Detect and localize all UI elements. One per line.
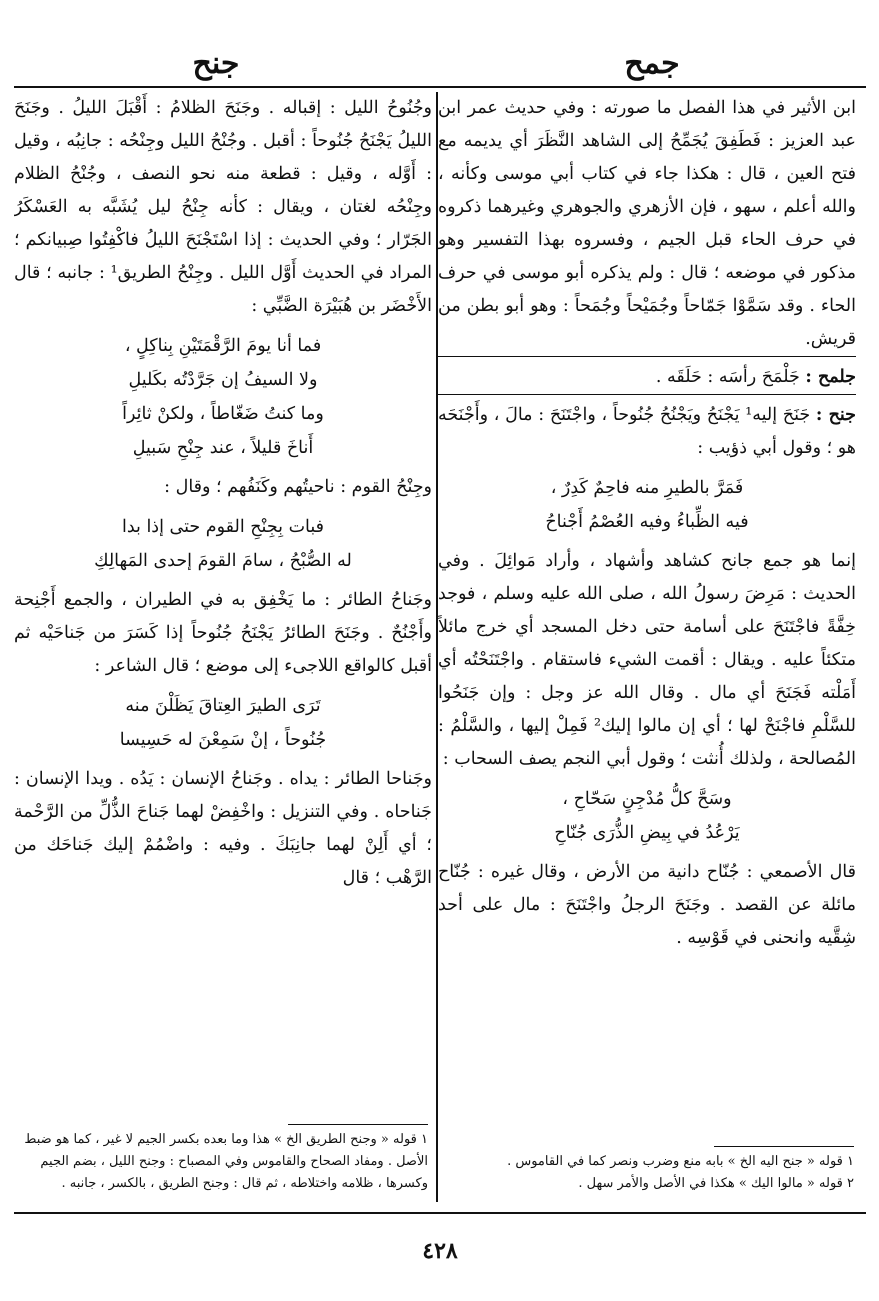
left-headword: جنح xyxy=(192,46,240,81)
verse-line: وسَحَّ كلُّ مُدْجِنٍ سَحّاحِ ، xyxy=(562,789,732,809)
verse-line: فبات بِجِنْحِ القوم حتى إذا بدا xyxy=(121,517,325,537)
verse xyxy=(14,510,432,578)
paragraph: وجَناحُ الطائر : ما يَخْفِق به في الطيران ، والجمع أَجْنِحة وأَجْنُحٌ . وجَنَحَ الطائرُ يَجْنَحُ جُنُوحاً إذا كَسَرَ من جَناحَيْه ثم أقبل كالواقع اللاجىء إلى موضع ؛ قال الشاعر : xyxy=(14,590,432,676)
verse-line: جُنُوحاً ، إنْ سَمِعْنَ له حَسِيسا xyxy=(119,730,327,750)
entry-jalmah xyxy=(438,356,856,394)
paragraph: قال الأصمعي : جُنّاح دانية من الأرض ، وقال غيره : جُنّاح مائلة عن القصد . وجَنَحَ الرجلُ واجْتَنَحَ : مال على أحد شِقَّيه وانحنى في قَوْسِه . xyxy=(438,862,856,948)
verse-line: فَمَرَّ بالطيرِ منه فاحِمٌ كَدِرٌ ، xyxy=(550,478,744,498)
right-column xyxy=(438,92,856,1182)
paragraph: وجَناحا الطائر : يداه . وجَناحُ الإنسان : يَدُه . ويدا الإنسان : جَناحاه . وفي التنزيل : واخْفِضْ لهما جَناحَ الذُّلِّ من الرَّحْمة ؛ أي أَلِنْ لهما جانِبَكَ . وفيه : واضْمُمْ إليك جَناحَك من الرَّهْب ؛ قال xyxy=(14,769,432,888)
header-rule xyxy=(14,86,866,88)
verse-line: فيه الظِّباءُ وفيه العُصْمُ أَجْناحُ xyxy=(545,512,749,532)
left-footnotes xyxy=(18,1124,428,1195)
footnote: ١ قوله « جنح اليه الخ » بابه منع وضرب ونصر كما في القاموس . xyxy=(507,1154,854,1169)
paragraph: وجِنْحُ القوم : ناحيتُهم وكَنَفُهم ؛ وقال : xyxy=(164,477,432,497)
entry-headword: جلمح : xyxy=(805,367,856,387)
footnote-rule xyxy=(714,1146,854,1147)
footnote: ١ قوله « وجنح الطريق الخ » هذا وما بعده بكسر الجيم لا غير ، كما هو ضبط الأصل . ومفاد الصحاح والقاموس وفي المصباح : وجنح الليل ، بضم الجيم وكسرها ، ظلامه واختلاطه ، ثم قال : وجنح الطريق ، بالكسر ، جانبه . xyxy=(24,1132,428,1191)
verse-line: يَرْعُدُ في بِيضِ الذُّرَى جُنّاحِ xyxy=(554,823,740,843)
verse-line: له الصُّبْحُ ، سامَ القومَ إحدى المَهالِكِ xyxy=(94,551,352,571)
right-headword: جمح xyxy=(624,46,680,81)
verse-line: فما أنا يومَ الرَّقْمَتَيْنِ بِناكِلٍ ، xyxy=(124,336,322,356)
left-column xyxy=(14,92,432,1182)
paragraph: وجُنُوحُ الليل : إقباله . وجَنَحَ الظلامُ : أَقْبَلَ الليلُ . وجَنَحَ الليلُ يَجْنَحُ جُنُوحاً : أقبل . وجُنْحُ الليل وجِنْحُه : جانِبُه ، وقيل : أَوَّله ، وقيل : قطعة منه نحو النصف ، وجُنْحُ الظلام وجِنْحُه لغتان ، ويقال : كأنه جِنْحُ ليل يُشَبَّه به العَسْكَرُ الجَرّار ؛ وفي الحديث : إذا اسْتَجْنَحَ الليلُ فاكْفِتُوا صِبيانكم ؛ المراد في الحديث أَوَّل الليل . وجِنْحُ الطريق¹ : جانبه ؛ قال الأَخْضَر بن هُبَيْرَة الضَّبِّي : xyxy=(14,98,432,316)
verse-line: تَرَى الطيرَ العِتاقَ يَظَلْنَ منه xyxy=(125,696,321,716)
verse-line: ولا السيفُ إن جَرَّدْتُه بكَليلِ xyxy=(128,370,318,390)
page-number: ٤٢٨ xyxy=(422,1238,458,1264)
verse-line: وما كنتُ ضَغّاطاً ، ولكنْ ثائِراً xyxy=(122,404,324,424)
verse-line: أَناخَ قليلاً ، عند جِنْحِ سَبيلِ xyxy=(132,438,314,458)
entry-headword: جنح : xyxy=(815,405,856,425)
footer-rule xyxy=(14,1212,866,1214)
paragraph: إنما هو جمع جانح كشاهد وأشهاد ، وأراد مَوائِلَ . وفي الحديث : مَرِضَ رسولُ الله ، صلى الله عليه وسلم ، فوجد خِفَّةً فاجْتَنَحَ على أسامة حتى دخل المسجد أي خرج مائلاً متكئاً عليه . ويقال : أقمت الشيء فاستقام . واجْتَنَحْتُه أي أَمَلْته فَجَنَحَ أي مال . وقال الله عز وجل : وإن جَنَحُوا للسَّلْمِ فاجْنَحْ لها ؛ أي إن مالوا إليك² فَمِلْ إليها ، والسَّلْمُ : المُصالحة ، ولذلك أُنثت ؛ وقول أبي النجم يصف السحاب : xyxy=(438,551,856,769)
verse xyxy=(14,329,432,465)
verse xyxy=(438,782,856,850)
footnote-rule xyxy=(288,1124,428,1125)
entry-janah xyxy=(438,394,856,465)
paragraph: ابن الأثير في هذا الفصل ما صورته : وفي حديث عمر ابن عبد العزيز : فَطَفِقَ يُجَمِّحُ إلى الشاهد النَّظَرَ أي يديمه مع فتح العين ، قال : هكذا جاء في كتاب أبي موسى وكأنه ، والله أعلم ، سهو ، فإن الأزهري والجوهري وغيرهما ذكروه في حرف الحاء قبل الجيم ، وفسروه بهذا التفسير وهو مذكور في موضعه ؛ قال : ولم يذكره أبو موسى في حرف الحاء . وقد سَمَّوْا جَمّاحاً وجُمَيْحاً وجُمَحاً : وهو أبو بطن من قريش. xyxy=(438,98,856,349)
verse xyxy=(14,689,432,757)
right-footnotes xyxy=(444,1146,854,1195)
verse xyxy=(438,471,856,539)
entry-text: جَلْمَحَ رأسَه : حَلَقَه . xyxy=(655,367,800,387)
footnote: ٢ قوله « مالوا اليك » هكذا في الأصل والأمر سهل . xyxy=(578,1176,854,1191)
entry-text: جَنَحَ إليه¹ يَجْنَحُ ويَجْنُحُ جُنُوحاً ، واجْتَنَحَ : مالَ ، وأَجْنَحَه هو ؛ وقول أبي ذؤيب : xyxy=(438,405,856,458)
